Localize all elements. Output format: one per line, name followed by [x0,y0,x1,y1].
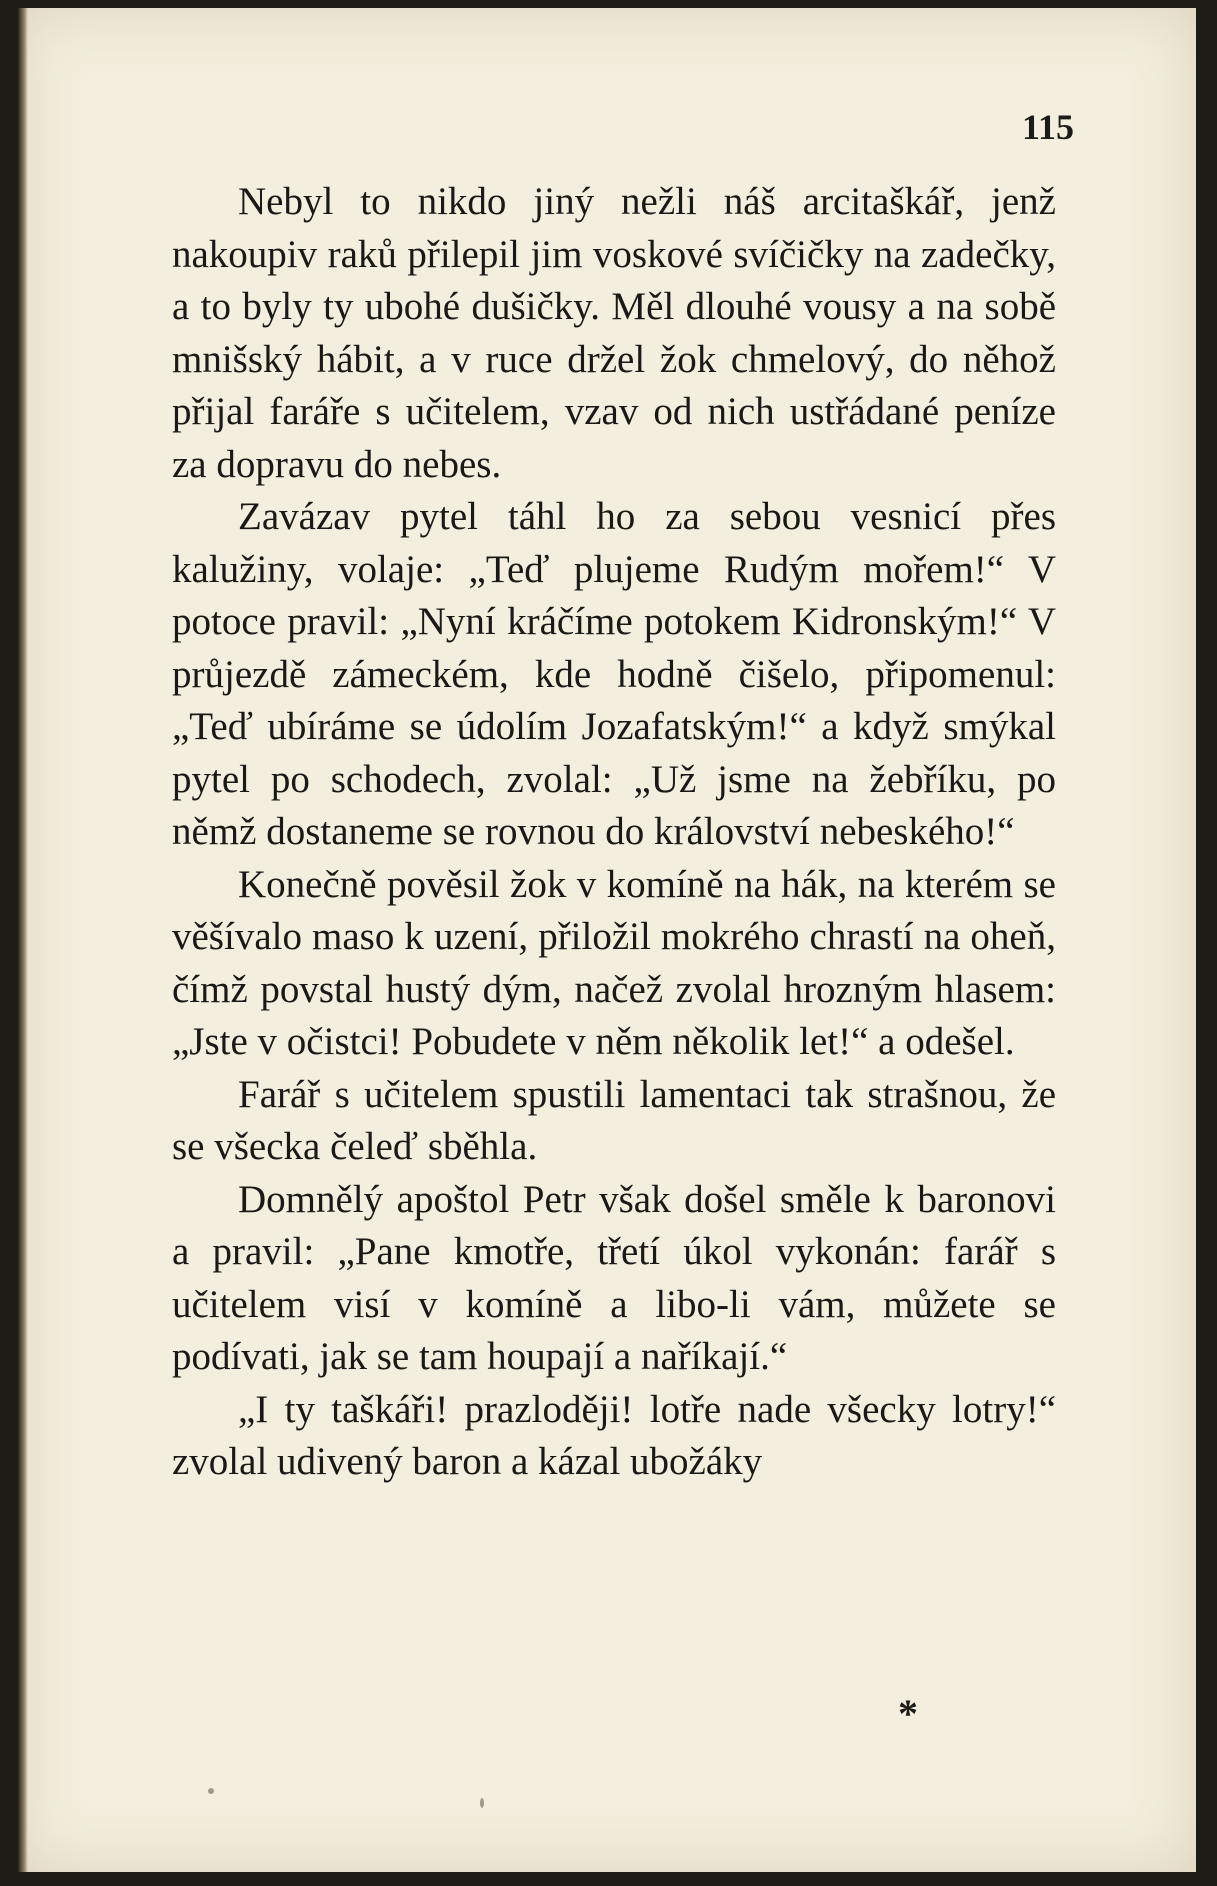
paragraph-1: Nebyl to nikdo jiný nežli náš arcitaškář, jenž nakoupiv raků přilepil jim voskové svíčičky na zadečky, a to byly ty ubohé dušičky. Měl dlouhé vousy a na sobě mnišský hábit, a v ruce držel žok chmelový, do něhož přijal faráře s učitelem, vzav od nich ustřádané peníze za dopravu do nebes. [172,180,1056,486]
paragraph-4: Farář s učitelem spustili lamentaci tak strašnou, že se všecka čeleď sběhla. [172,1072,1056,1168]
paper-speck [208,1788,214,1794]
paragraph-5: Domnělý apoštol Petr však došel směle k baronovi a pravil: „Pane kmotře, třetí úkol vykonán: farář s učitelem visí v komíně a libo-li vám, můžete se podívati, jak se tam houpají a naříkají.“ [172,1177,1056,1378]
page-binding-edge [18,8,28,1872]
paragraph-2: Zavázav pytel táhl ho za sebou vesnicí přes kalužiny, volaje: „Teď plujeme Rudým mořem!“ V potoce pravil: „Nyní kráčíme potokem Kidronským!“ V průjezdě zámeckém, kde hodně čišelo, připomenul: „Teď ubíráme se údolím Jozafatským!“ a když smýkal pytel po schodech, zvolal: „Už jsme na žebříku, po němž dostaneme se rovnou do království nebeského!“ [172,495,1056,853]
paper-speck [480,1798,484,1808]
signature-mark: * [898,1691,918,1736]
book-page [18,8,1196,1872]
page-number: 115 [1021,107,1074,147]
page-text [172,176,1056,1489]
paragraph-6: „I ty taškáři! prazloději! lotře nade všecky lotry!“ zvolal udivený baron a kázal ubožáky [172,1387,1056,1483]
paragraph-3: Konečně pověsil žok v komíně na hák, na kterém se věšívalo maso k uzení, přiložil mokrého chrastí na oheň, čímž povstal hustý dým, načež zvolal hrozným hlasem: „Jste v očistci! Pobudete v něm několik let!“ a odešel. [172,862,1056,1063]
